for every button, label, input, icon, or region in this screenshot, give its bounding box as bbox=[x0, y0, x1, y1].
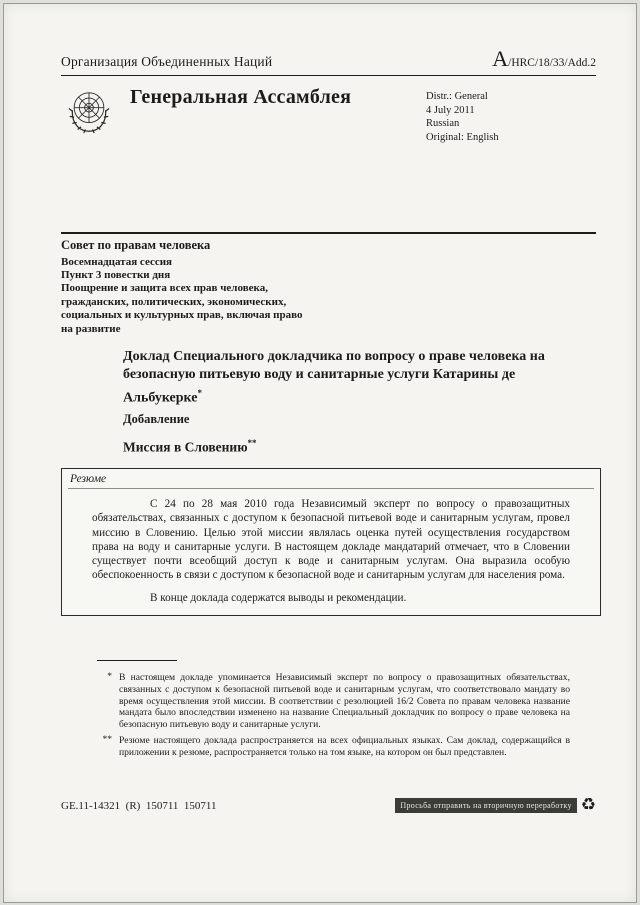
language-line: Russian bbox=[426, 118, 460, 129]
mission-title-text: Миссия в Словению bbox=[123, 439, 248, 455]
original-line: Original: English bbox=[426, 131, 499, 143]
summary-label-rule bbox=[68, 488, 594, 489]
un-emblem-icon bbox=[61, 84, 117, 140]
footnote-2-mark: ** bbox=[102, 734, 112, 745]
summary-label: Резюме bbox=[70, 473, 107, 485]
addendum-label: Добавление bbox=[123, 412, 190, 426]
org-name: Организация Объединенных Наций bbox=[61, 54, 273, 69]
agenda-text: Поощрение и защита всех прав человека, гражданских, политических, экономических, социальных и культурных прав, включая право на развитие bbox=[61, 282, 303, 335]
summary-paragraph-2: В конце доклада содержатся выводы и рекомендации. bbox=[150, 591, 407, 604]
footnote-1 bbox=[84, 672, 570, 731]
council-block bbox=[61, 238, 331, 336]
recycle-icon: ♻ bbox=[580, 795, 596, 815]
header-rule bbox=[61, 75, 596, 76]
footnote-1-mark: * bbox=[107, 672, 112, 682]
report-title-text: Доклад Специального докладчика по вопросу о праве человека на безопасную питьевую воду и санитарные услуги Катарины де Альбукерке bbox=[123, 349, 545, 406]
footnote-separator bbox=[97, 660, 177, 661]
distr-line: Distr.: General bbox=[426, 91, 488, 102]
footnote-1-text: В настоящем докладе упоминается Независимый эксперт по вопросу о правозащитных обязательствах, связанных с доступом к безопасной питьевой воде и санитарным услугам, что соответствовало мандату во время осуществления этой миссии. В соответствии с резолюцией 16/2 Совета по правам человека название мандата было впоследствии изменено на название Специальный докладчик по вопросу о праве человека на безопасную питьевую воду и санитарные услуги. bbox=[119, 672, 570, 731]
footnotes bbox=[84, 668, 570, 759]
summary-box bbox=[61, 468, 601, 616]
assembly-title: Генеральная Ассамблея bbox=[130, 86, 352, 108]
footnote-2 bbox=[84, 735, 570, 759]
recycle-notice bbox=[395, 797, 596, 814]
report-title bbox=[123, 348, 575, 408]
agenda-item: Пункт 3 повестки дня bbox=[61, 269, 171, 281]
date-line: 4 July 2011 bbox=[426, 104, 475, 116]
doc-symbol-letter: A bbox=[492, 46, 509, 71]
mission-footnote-mark: ** bbox=[247, 438, 257, 448]
session-number: Восемнадцатая сессия bbox=[61, 256, 173, 268]
footnote-2-text: Резюме настоящего доклада распространяется на всех официальных языках. Сам доклад, содержащийся в приложении к резюме, распространяется только на том языке, на котором он был представлен. bbox=[119, 734, 570, 758]
distribution-block bbox=[426, 90, 499, 144]
document-number: GE.11-14321 (R) 150711 150711 bbox=[61, 800, 217, 812]
summary-paragraph-1: С 24 по 28 мая 2010 года Независимый эксперт по вопросу о правозащитных обязательствах, связанных с доступом к безопасной питьевой воде и санитарным услугам, провел миссию в Словению. Целью этой миссии являлась оценка путей осуществления государством права на воду и санитарные услуги. В настоящем докладе мандатарий отмечает, что в Словении существует почти всеобщий доступ к воде и санитарным услугам. Она выразила особую обеспокоенность в связи с доступом к безопасной воде и санитарным услугам для населения рома. bbox=[92, 498, 570, 582]
document-page bbox=[3, 3, 637, 903]
doc-symbol-rest: /HRC/18/33/Add.2 bbox=[508, 57, 596, 69]
doc-symbol bbox=[492, 46, 596, 72]
section-rule bbox=[61, 232, 596, 234]
recycle-text: Просьба отправить на вторичную переработку bbox=[395, 798, 576, 813]
council-title: Совет по правам человека bbox=[61, 238, 211, 252]
mission-title bbox=[123, 438, 257, 456]
report-title-footnote-mark: * bbox=[197, 388, 202, 398]
